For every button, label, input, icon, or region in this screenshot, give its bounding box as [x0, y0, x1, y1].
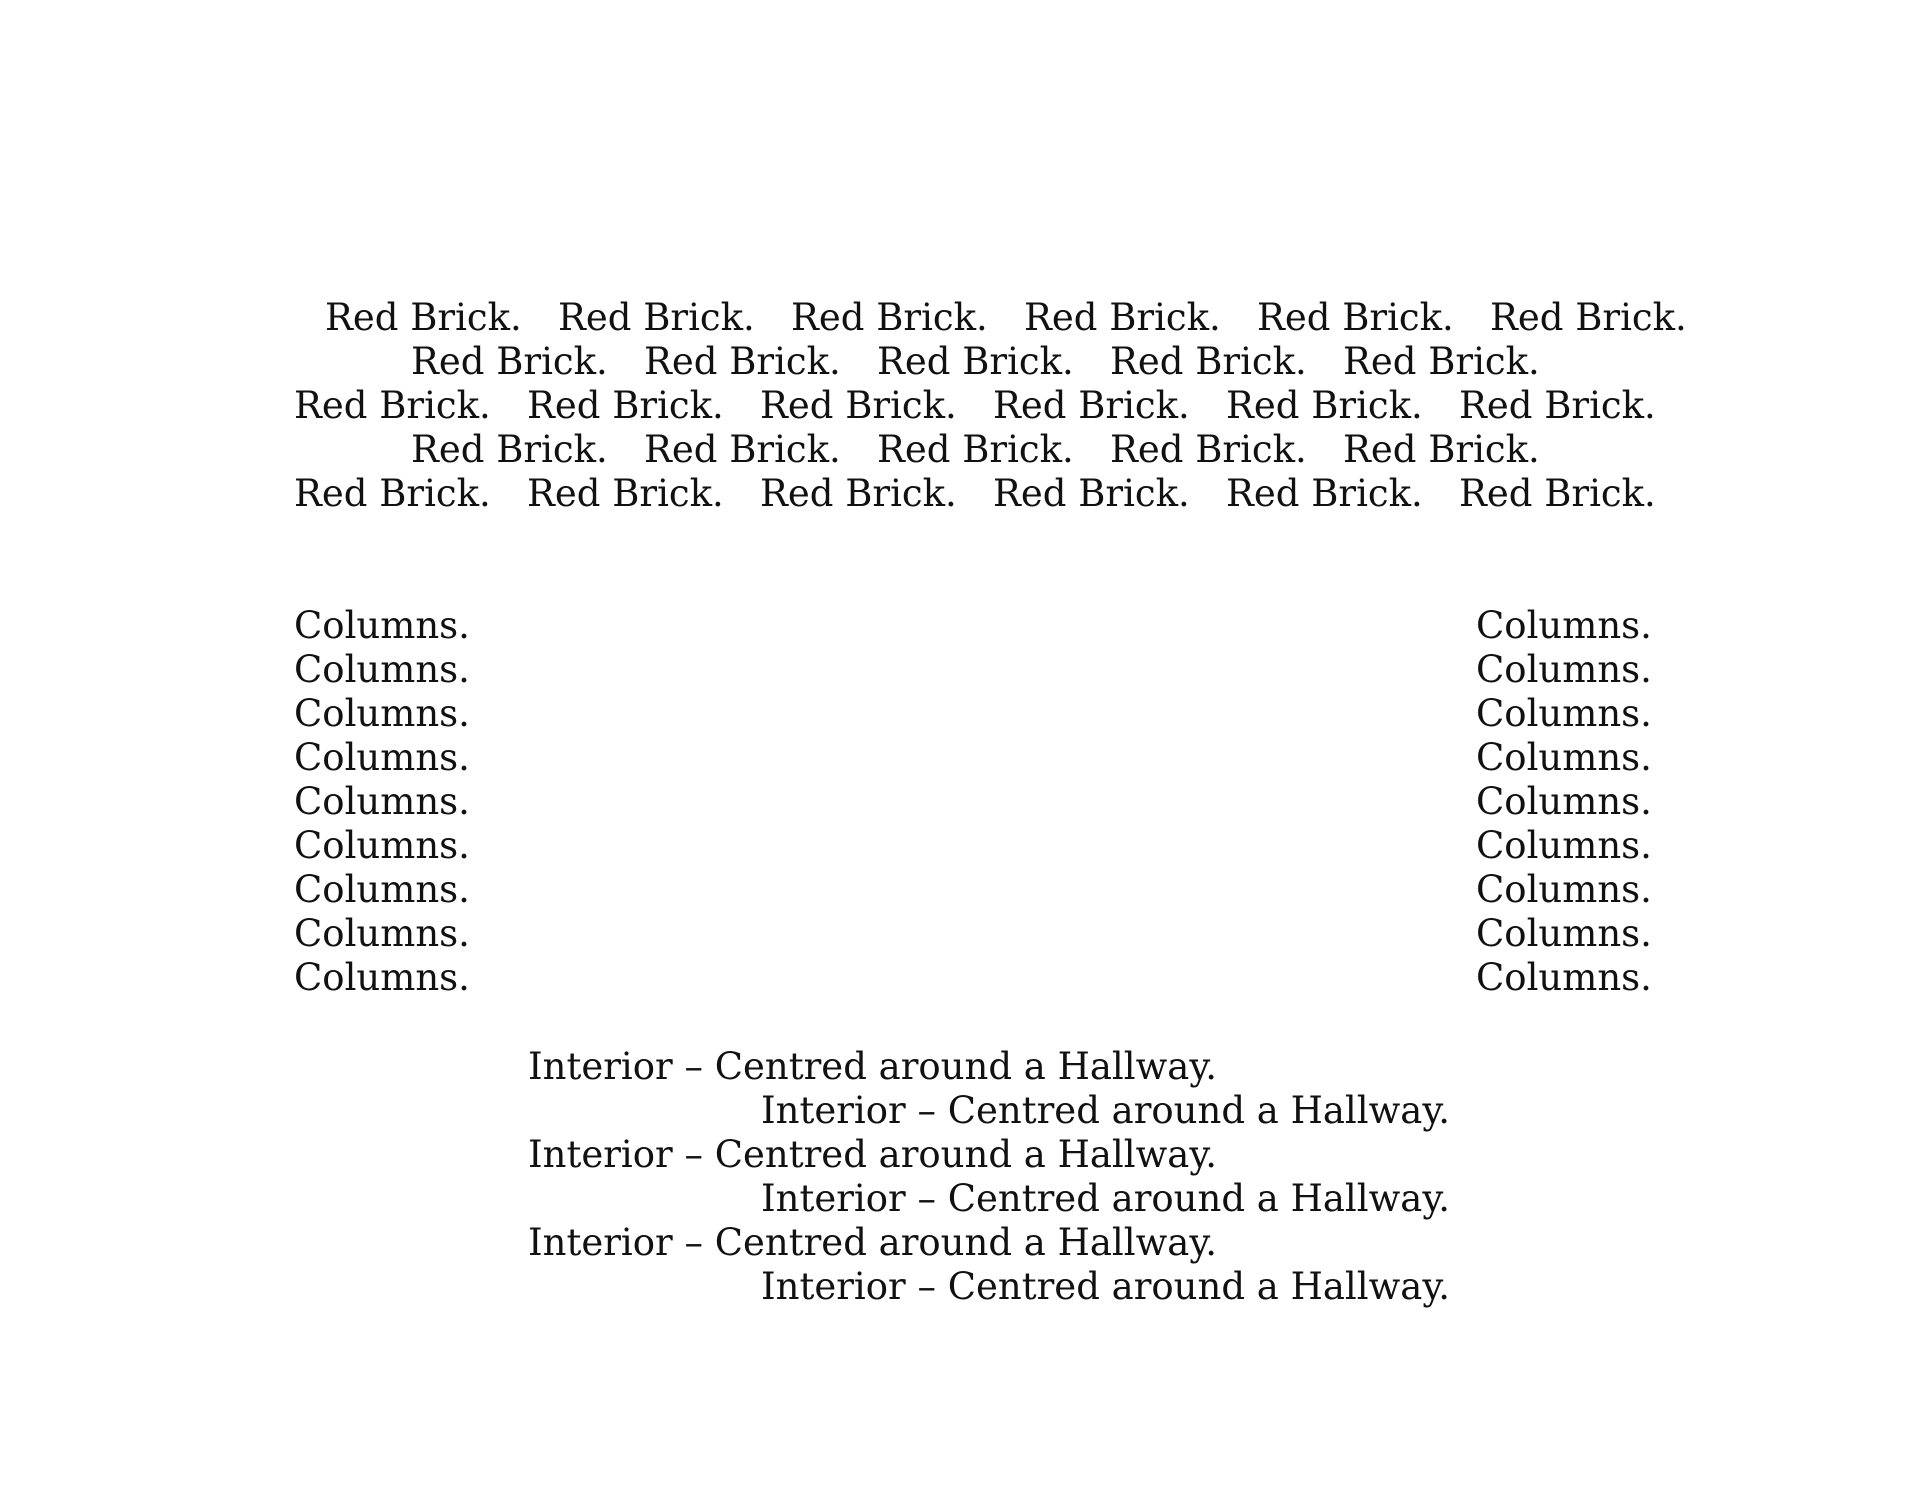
- interior-line-4: Interior – Centred around a Hallway.: [761, 1177, 1451, 1220]
- column-line: Columns.: [294, 736, 470, 779]
- brick: Red Brick.: [877, 428, 1074, 471]
- right-column: [1476, 604, 1652, 1000]
- brick: Red Brick.: [760, 384, 957, 427]
- column-line: Columns.: [294, 692, 470, 735]
- interior-line-3: Interior – Centred around a Hallway.: [528, 1133, 1218, 1176]
- brick: Red Brick.: [294, 472, 491, 515]
- brick: Red Brick.: [993, 384, 1190, 427]
- brick: Red Brick.: [1257, 296, 1454, 339]
- interior-line-6: Interior – Centred around a Hallway.: [761, 1265, 1451, 1308]
- brick: Red Brick.: [644, 340, 841, 383]
- column-line: Columns.: [1476, 604, 1652, 647]
- brick: Red Brick.: [527, 472, 724, 515]
- column-line: Columns.: [294, 868, 470, 911]
- brick: Red Brick.: [760, 472, 957, 515]
- column-line: Columns.: [1476, 780, 1652, 823]
- brick-row-3: [294, 384, 1692, 428]
- column-line: Columns.: [294, 956, 470, 999]
- brick-row-2: [411, 340, 1576, 384]
- column-line: Columns.: [1476, 824, 1652, 867]
- column-line: Columns.: [294, 912, 470, 955]
- column-line: Columns.: [1476, 912, 1652, 955]
- column-line: Columns.: [1476, 692, 1652, 735]
- brick-row-1: [325, 296, 1723, 340]
- column-line: Columns.: [294, 780, 470, 823]
- brick: Red Brick.: [993, 472, 1190, 515]
- brick: Red Brick.: [1343, 340, 1540, 383]
- brick: Red Brick.: [294, 384, 491, 427]
- brick: Red Brick.: [558, 296, 755, 339]
- column-line: Columns.: [1476, 648, 1652, 691]
- brick: Red Brick.: [1490, 296, 1687, 339]
- interior-line-2: Interior – Centred around a Hallway.: [761, 1089, 1451, 1132]
- brick: Red Brick.: [1226, 472, 1423, 515]
- brick: Red Brick.: [1343, 428, 1540, 471]
- brick: Red Brick.: [325, 296, 522, 339]
- interior-line-1: Interior – Centred around a Hallway.: [528, 1045, 1218, 1088]
- brick: Red Brick.: [411, 340, 608, 383]
- brick: Red Brick.: [877, 340, 1074, 383]
- brick: Red Brick.: [644, 428, 841, 471]
- left-column: [294, 604, 470, 1000]
- interior-line-5: Interior – Centred around a Hallway.: [528, 1221, 1218, 1264]
- column-line: Columns.: [294, 824, 470, 867]
- brick: Red Brick.: [1226, 384, 1423, 427]
- column-line: Columns.: [1476, 868, 1652, 911]
- column-line: Columns.: [1476, 956, 1652, 999]
- brick: Red Brick.: [411, 428, 608, 471]
- column-line: Columns.: [294, 604, 470, 647]
- brick: Red Brick.: [1459, 384, 1656, 427]
- brick: Red Brick.: [1024, 296, 1221, 339]
- brick-row-4: [411, 428, 1576, 472]
- brick-row-5: [294, 472, 1692, 516]
- brick: Red Brick.: [527, 384, 724, 427]
- brick: Red Brick.: [1459, 472, 1656, 515]
- brick: Red Brick.: [1110, 340, 1307, 383]
- brick: Red Brick.: [1110, 428, 1307, 471]
- brick: Red Brick.: [791, 296, 988, 339]
- column-line: Columns.: [294, 648, 470, 691]
- column-line: Columns.: [1476, 736, 1652, 779]
